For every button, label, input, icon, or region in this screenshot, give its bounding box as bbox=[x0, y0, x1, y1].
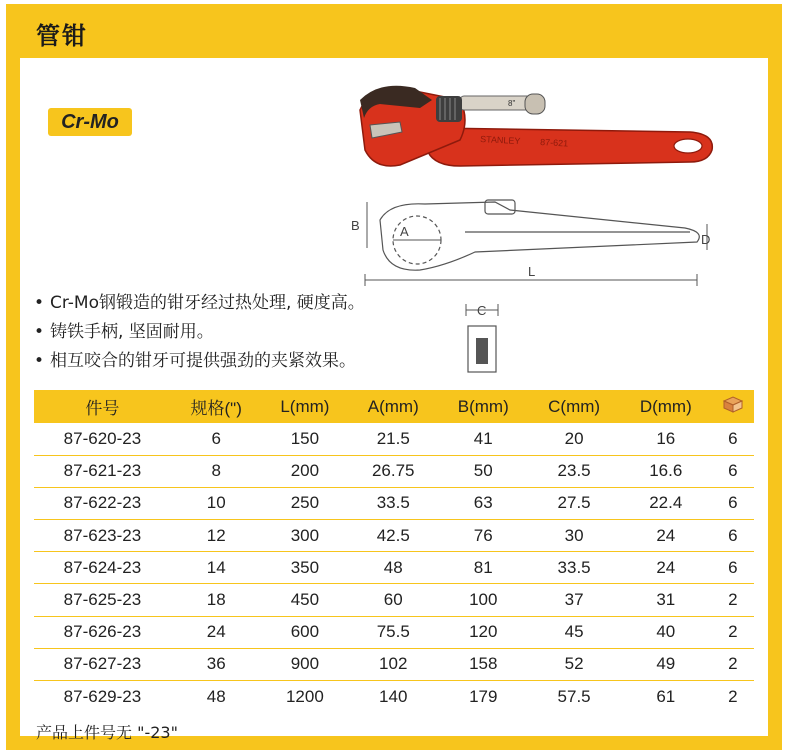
table-cell: 45 bbox=[528, 616, 620, 648]
col-header-l: L(mm) bbox=[262, 390, 349, 423]
table-cell: 33.5 bbox=[348, 487, 438, 519]
table-cell: 87-629-23 bbox=[63, 686, 142, 706]
table-cell: 102 bbox=[348, 648, 438, 680]
table-cell: 76 bbox=[438, 520, 528, 552]
wrench-model-text: 87-621 bbox=[539, 137, 569, 149]
table-cell: 26.75 bbox=[348, 455, 438, 487]
table-cell: 87-620-23 bbox=[34, 423, 171, 455]
table-cell: 87-622-23 bbox=[34, 487, 171, 519]
table-cell: 150 bbox=[262, 423, 349, 455]
table-cell: 14 bbox=[171, 552, 262, 584]
table-cell: 12 bbox=[171, 520, 262, 552]
col-header-part-no: 件号 bbox=[34, 390, 171, 423]
pipe-wrench-image bbox=[340, 70, 720, 180]
col-header-d: D(mm) bbox=[620, 390, 712, 423]
header-bar bbox=[6, 4, 782, 58]
table-cell: 24 bbox=[171, 616, 262, 648]
table-cell: 900 bbox=[262, 648, 349, 680]
table-cell: 6 bbox=[712, 487, 754, 519]
table-cell: 10 bbox=[171, 487, 262, 519]
dim-label-b: B bbox=[351, 218, 360, 233]
table-cell: 200 bbox=[262, 455, 349, 487]
table-cell: 18 bbox=[171, 584, 262, 616]
table-cell: 31 bbox=[620, 584, 712, 616]
table-row bbox=[34, 681, 754, 713]
table-cell: 6 bbox=[712, 520, 754, 552]
table-cell: 37 bbox=[528, 584, 620, 616]
page-title: 管钳 bbox=[36, 22, 88, 50]
table-cell: 158 bbox=[438, 648, 528, 680]
table-cell: 140 bbox=[379, 686, 408, 706]
table-cell: 41 bbox=[438, 423, 528, 455]
dimension-diagram bbox=[345, 180, 715, 295]
table-cell: 63 bbox=[438, 487, 528, 519]
table-cell: 87-624-23 bbox=[34, 552, 171, 584]
table-cell: 2 bbox=[712, 648, 754, 680]
table-cell: 16 bbox=[620, 423, 712, 455]
table-cell: 87-627-23 bbox=[34, 648, 171, 680]
col-header-a: A(mm) bbox=[348, 390, 438, 423]
dim-label-c: C bbox=[477, 303, 487, 318]
table-cell: 450 bbox=[262, 584, 349, 616]
table-cell: 87-626-23 bbox=[34, 616, 171, 648]
table-cell: 24 bbox=[620, 520, 712, 552]
dim-label-l: L bbox=[528, 264, 536, 279]
table-cell: 23.5 bbox=[528, 455, 620, 487]
table-cell: 33.5 bbox=[528, 552, 620, 584]
table-row bbox=[34, 455, 754, 487]
table-cell: 50 bbox=[438, 455, 528, 487]
dim-label-a: A bbox=[400, 224, 409, 239]
feature-item-3: • 相互咬合的钳牙可提供强劲的夹紧效果。 bbox=[34, 347, 365, 376]
table-row bbox=[34, 520, 754, 552]
table-cell: 600 bbox=[262, 616, 349, 648]
table-cell: 6 bbox=[171, 423, 262, 455]
table-cell: 81 bbox=[438, 552, 528, 584]
table-cell: 48 bbox=[206, 686, 226, 706]
dim-label-d: D bbox=[701, 232, 711, 247]
footnote: 产品上件号无 "-23" bbox=[36, 723, 178, 742]
table-cell: 179 bbox=[469, 686, 498, 706]
table-cell: 60 bbox=[348, 584, 438, 616]
table-cell: 2 bbox=[712, 584, 754, 616]
table-cell: 350 bbox=[262, 552, 349, 584]
table-cell: 2 bbox=[728, 686, 738, 706]
table-header-row bbox=[34, 390, 754, 423]
col-header-size: 规格(") bbox=[171, 390, 262, 423]
col-header-box bbox=[712, 390, 754, 423]
spec-table bbox=[34, 390, 754, 713]
cross-section-diagram bbox=[452, 300, 512, 380]
table-cell: 52 bbox=[528, 648, 620, 680]
table-cell: 20 bbox=[528, 423, 620, 455]
table-cell: 49 bbox=[620, 648, 712, 680]
table-cell: 48 bbox=[348, 552, 438, 584]
table-cell: 30 bbox=[528, 520, 620, 552]
table-cell: 40 bbox=[620, 616, 712, 648]
feature-list bbox=[34, 289, 365, 376]
table-cell: 1200 bbox=[285, 686, 324, 706]
table-cell: 120 bbox=[438, 616, 528, 648]
package-box-icon bbox=[721, 395, 745, 413]
table-cell: 87-623-23 bbox=[34, 520, 171, 552]
material-badge: Cr-Mo bbox=[48, 108, 132, 136]
wrench-brand-text: STANLEY bbox=[479, 134, 521, 147]
table-cell: 22.4 bbox=[620, 487, 712, 519]
feature-item-2: • 铸铁手柄, 坚固耐用。 bbox=[34, 318, 365, 347]
table-cell: 21.5 bbox=[348, 423, 438, 455]
table-row bbox=[34, 584, 754, 616]
table-cell: 100 bbox=[438, 584, 528, 616]
table-cell: 75.5 bbox=[348, 616, 438, 648]
col-header-b: B(mm) bbox=[438, 390, 528, 423]
feature-item-1: • Cr-Mo钢锻造的钳牙经过热处理, 硬度高。 bbox=[34, 289, 365, 318]
table-cell: 87-625-23 bbox=[34, 584, 171, 616]
table-cell: 250 bbox=[262, 487, 349, 519]
table-cell: 8 bbox=[171, 455, 262, 487]
col-header-c: C(mm) bbox=[528, 390, 620, 423]
table-row bbox=[34, 423, 754, 455]
table-cell: 36 bbox=[171, 648, 262, 680]
table-row bbox=[34, 616, 754, 648]
table-cell: 27.5 bbox=[528, 487, 620, 519]
table-cell: 57.5 bbox=[557, 686, 591, 706]
table-cell: 24 bbox=[620, 552, 712, 584]
table-cell: 61 bbox=[656, 686, 676, 706]
table-cell: 16.6 bbox=[620, 455, 712, 487]
table-row bbox=[34, 487, 754, 519]
table-cell: 2 bbox=[712, 616, 754, 648]
wrench-size-text: 8" bbox=[508, 99, 516, 108]
table-cell: 6 bbox=[712, 455, 754, 487]
table-cell: 6 bbox=[712, 552, 754, 584]
table-row bbox=[34, 648, 754, 680]
table-cell: 87-621-23 bbox=[34, 455, 171, 487]
table-row bbox=[34, 552, 754, 584]
table-cell: 6 bbox=[712, 423, 754, 455]
table-cell: 42.5 bbox=[348, 520, 438, 552]
table-cell: 300 bbox=[262, 520, 349, 552]
